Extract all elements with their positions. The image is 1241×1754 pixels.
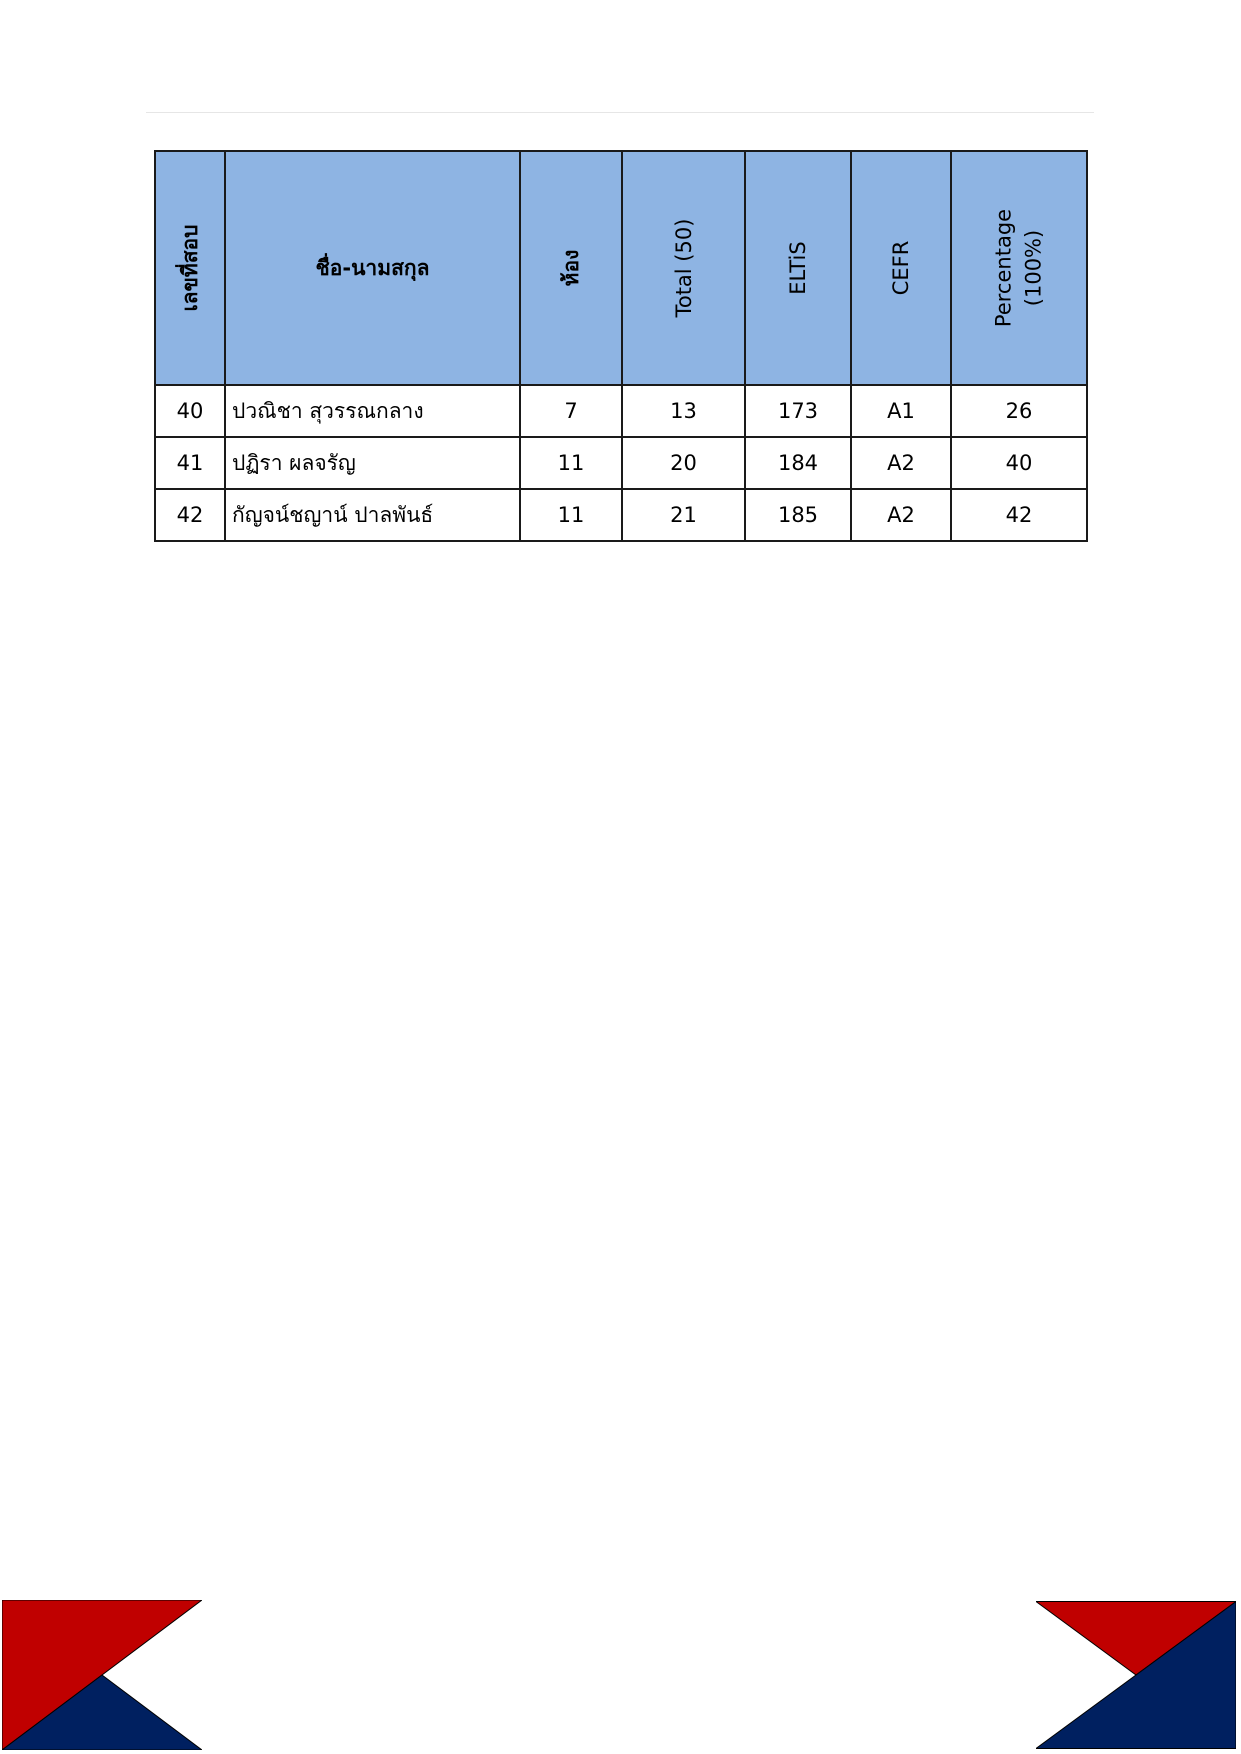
table-row — [155, 437, 1087, 489]
cell-name: ปวณิชา สุวรรณกลาง — [225, 385, 520, 437]
header-percentage-line1: Percentage — [991, 208, 1016, 328]
header-name — [225, 151, 520, 385]
corner-flag-left-decoration — [2, 1600, 202, 1750]
header-room-label: ห้อง — [558, 249, 583, 287]
score-table — [154, 150, 1088, 542]
header-cefr-label: CEFR — [888, 240, 913, 296]
cell-eltis: 173 — [745, 385, 851, 437]
header-percentage-line2: (100%) — [1022, 229, 1046, 307]
header-name-label: ชื่อ-นามสกุล — [315, 255, 430, 280]
cell-eltis: 184 — [745, 437, 851, 489]
cell-percentage: 42 — [951, 489, 1087, 541]
header-eltis-label: ELTiS — [785, 241, 810, 295]
header-percentage — [951, 151, 1087, 385]
table-row — [155, 489, 1087, 541]
cell-room: 11 — [520, 437, 622, 489]
cell-exam-no: 42 — [155, 489, 225, 541]
cell-name: กัญจน์ชญาน์ ปาลพันธ์ — [225, 489, 520, 541]
cell-total: 21 — [622, 489, 745, 541]
cell-exam-no: 40 — [155, 385, 225, 437]
header-exam-no — [155, 151, 225, 385]
cell-percentage: 26 — [951, 385, 1087, 437]
header-total — [622, 151, 745, 385]
top-rule — [146, 112, 1094, 113]
cell-cefr: A1 — [851, 385, 951, 437]
cell-cefr: A2 — [851, 437, 951, 489]
table-row — [155, 385, 1087, 437]
cell-total: 20 — [622, 437, 745, 489]
header-cefr — [851, 151, 951, 385]
cell-room: 11 — [520, 489, 622, 541]
header-room — [520, 151, 622, 385]
cell-eltis: 185 — [745, 489, 851, 541]
cell-room: 7 — [520, 385, 622, 437]
cell-cefr: A2 — [851, 489, 951, 541]
corner-flag-right-decoration — [1036, 1600, 1236, 1750]
header-percentage-label — [989, 209, 1050, 327]
cell-name: ปฏิรา ผลจรัญ — [225, 437, 520, 489]
cell-percentage: 40 — [951, 437, 1087, 489]
header-row — [155, 151, 1087, 385]
cell-exam-no: 41 — [155, 437, 225, 489]
header-exam-no-label: เลขที่สอบ — [177, 224, 202, 312]
header-total-label: Total (50) — [671, 218, 696, 318]
cell-total: 13 — [622, 385, 745, 437]
header-eltis — [745, 151, 851, 385]
